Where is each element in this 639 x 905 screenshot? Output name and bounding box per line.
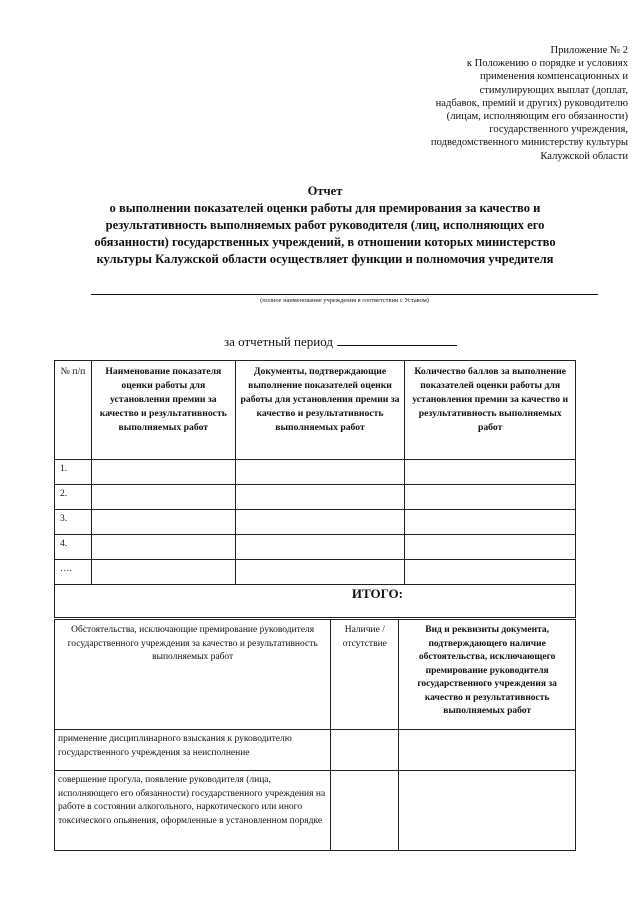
appendix-block xyxy=(328,44,628,163)
period-label: за отчетный период xyxy=(224,334,333,349)
col-header-number: № п/п xyxy=(55,361,92,460)
table-row xyxy=(55,771,576,851)
indicator-cell[interactable] xyxy=(91,510,235,535)
exclusions-table xyxy=(54,619,576,851)
org-name-caption: (полное наименование учреждения в соответствии с Уставом) xyxy=(260,297,429,304)
points-cell[interactable] xyxy=(405,460,576,485)
report-subtitle-line: результативность выполняемых работ руководителя (лиц, исполняющих его xyxy=(105,218,545,232)
presence-cell[interactable] xyxy=(331,771,399,851)
row-number: 3. xyxy=(55,510,92,535)
col-header-indicator: Наименование показателя оценки работы для установления премии за качество и результативность выполняемых работ xyxy=(91,361,235,460)
col-header-points: Количество баллов за выполнение показателей оценки работы для установления премии за качество и результативность выполняемых работ xyxy=(405,361,576,460)
report-subtitle-line: обязанности) государственных учреждений, в отношении которых министерство xyxy=(94,235,556,249)
row-number: 2. xyxy=(55,485,92,510)
indicator-cell[interactable] xyxy=(91,460,235,485)
appendix-line: государственного учреждения, xyxy=(489,124,628,136)
table-row xyxy=(55,485,576,510)
org-name-line[interactable] xyxy=(91,294,598,295)
points-cell[interactable] xyxy=(405,485,576,510)
row-number: …. xyxy=(55,560,92,585)
appendix-line: (лицам, исполняющим его обязанности) xyxy=(446,111,628,123)
col-header-documents: Документы, подтверждающие выполнение показателей оценки работы для установления премии за качество и результативность выполняемых работ xyxy=(235,361,405,460)
documents-cell[interactable] xyxy=(235,460,405,485)
report-subtitle-line: о выполнении показателей оценки работы для премирования за качество и xyxy=(109,201,541,215)
appendix-line: надбавок, премий и других) руководителю xyxy=(435,97,628,109)
indicator-cell[interactable] xyxy=(91,535,235,560)
appendix-line: Приложение № 2 xyxy=(550,45,628,56)
appendix-line: подведомственного министерству культуры xyxy=(430,137,628,149)
col-header-circumstances: Обстоятельства, исключающие премирование руководителя государственного учреждения за качество и результативность выполняемых работ xyxy=(55,620,331,730)
table-row xyxy=(55,535,576,560)
col-header-presence: Наличие / отсутствие xyxy=(331,620,399,730)
report-title xyxy=(40,183,610,268)
table-row xyxy=(55,560,576,585)
total-label: ИТОГО: xyxy=(55,585,576,618)
points-cell[interactable] xyxy=(405,560,576,585)
report-period xyxy=(224,334,457,350)
circumstance-cell: применение дисциплинарного взыскания к руководителю государственного учреждения за неисполнение xyxy=(55,730,331,771)
documents-cell[interactable] xyxy=(235,485,405,510)
row-number: 4. xyxy=(55,535,92,560)
appendix-line: к Положению о порядке и условиях xyxy=(466,58,628,70)
indicator-cell[interactable] xyxy=(91,485,235,510)
appendix-line: Калужской области xyxy=(540,150,628,162)
report-heading: Отчет xyxy=(307,184,343,198)
col-header-document-details: Вид и реквизиты документа, подтверждающего наличие обстоятельства, исключающего премирование руководителя государственного учреждения за качество и результативность выполняемых работ xyxy=(399,620,576,730)
indicators-table xyxy=(54,360,576,618)
points-cell[interactable] xyxy=(405,510,576,535)
report-subtitle-line: культуры Калужской области осуществляет функции и полномочия учредителя xyxy=(96,252,554,266)
circumstance-cell: совершение прогула, появление руководителя (лица, исполняющего его обязанности) государственного учреждения на работе в состоянии алкогольного, наркотического или иного токсического опьянения, оформленные в установленном порядке xyxy=(55,771,331,851)
document-cell[interactable] xyxy=(399,730,576,771)
table-row xyxy=(55,730,576,771)
documents-cell[interactable] xyxy=(235,560,405,585)
document-cell[interactable] xyxy=(399,771,576,851)
table-row xyxy=(55,460,576,485)
row-number: 1. xyxy=(55,460,92,485)
indicator-cell[interactable] xyxy=(91,560,235,585)
appendix-line: применения компенсационных и xyxy=(480,71,628,83)
points-cell[interactable] xyxy=(405,535,576,560)
appendix-line: стимулирующих выплат (доплат, xyxy=(479,84,628,96)
documents-cell[interactable] xyxy=(235,510,405,535)
period-field[interactable] xyxy=(337,334,457,346)
table-row xyxy=(55,510,576,535)
presence-cell[interactable] xyxy=(331,730,399,771)
documents-cell[interactable] xyxy=(235,535,405,560)
